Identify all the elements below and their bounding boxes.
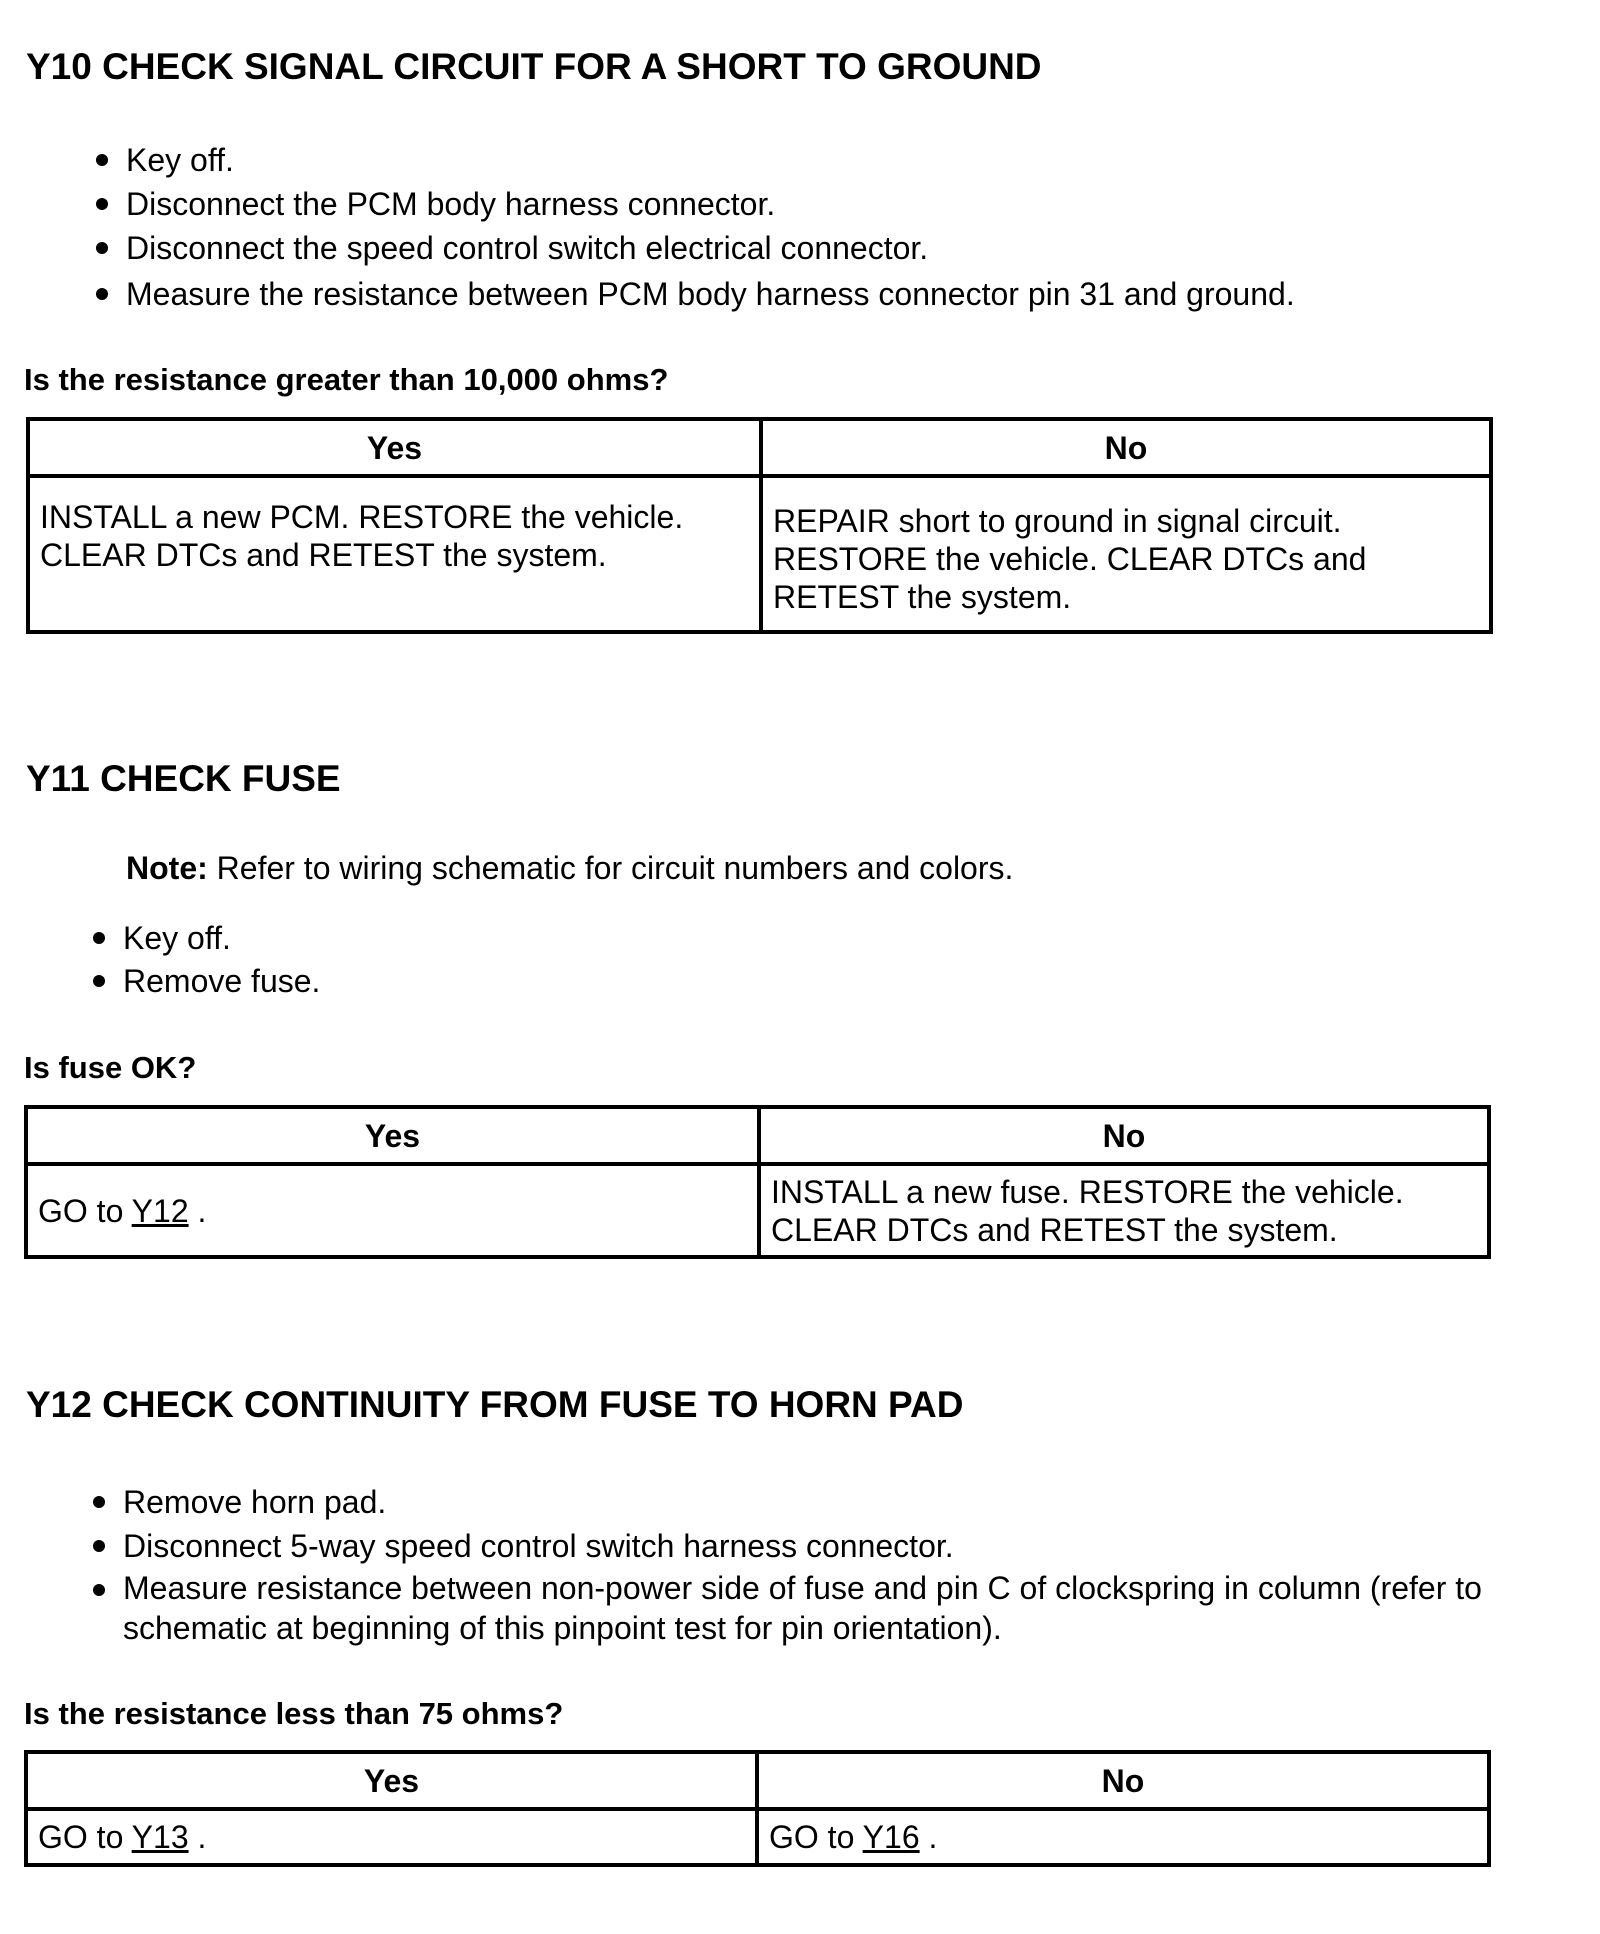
- no-header: No: [757, 1752, 1489, 1809]
- no-header: No: [759, 1107, 1489, 1164]
- section-title-y11: Y11 CHECK FUSE: [26, 758, 341, 799]
- step-text: Key off.: [123, 920, 231, 956]
- yes-header: Yes: [26, 1107, 759, 1164]
- no-text: RETEST the system.: [773, 579, 1072, 615]
- no-text: RESTORE the vehicle. CLEAR DTCs and: [773, 541, 1367, 577]
- no-text: CLEAR DTCs and RETEST the system.: [771, 1211, 1338, 1248]
- question: Is the resistance less than 75 ohms?: [24, 1696, 564, 1731]
- note-text: Refer to wiring schematic for circuit numbers and colors.: [207, 850, 1014, 886]
- result-table: [24, 1105, 1491, 1259]
- no-text: .: [919, 1819, 938, 1855]
- step-text: Disconnect the PCM body harness connector.: [126, 186, 776, 222]
- yes-cell: [26, 1809, 757, 1865]
- note: [126, 850, 1013, 887]
- section-title-y10: Y10 CHECK SIGNAL CIRCUIT FOR A SHORT TO GROUND: [26, 46, 1042, 87]
- yes-header: Yes: [28, 419, 761, 476]
- question: Is the resistance greater than 10,000 ohms?: [24, 362, 669, 397]
- yes-text: CLEAR DTCs and RETEST the system.: [40, 537, 607, 573]
- yes-text: GO to: [38, 1819, 132, 1855]
- note-label: Note:: [126, 850, 208, 886]
- step: [126, 272, 1295, 316]
- step-text: Key off.: [126, 142, 234, 178]
- bullet-icon: [93, 1496, 105, 1508]
- step-text: Disconnect 5-way speed control switch harness connector.: [123, 1528, 954, 1564]
- step: [123, 1568, 1482, 1648]
- step-text: Remove fuse.: [123, 963, 321, 999]
- bullet-icon: [96, 154, 108, 166]
- bullet-icon: [96, 198, 108, 210]
- no-cell: [761, 476, 1491, 632]
- step: [123, 959, 320, 1003]
- yes-cell: [28, 476, 761, 632]
- no-cell: [757, 1809, 1489, 1865]
- yes-text: GO to: [38, 1192, 132, 1229]
- no-cell: [759, 1164, 1489, 1257]
- bullet-icon: [96, 288, 108, 300]
- no-text: GO to: [769, 1819, 863, 1855]
- bullet-icon: [96, 242, 108, 254]
- result-table: [26, 417, 1493, 634]
- bullet-icon: [93, 1584, 105, 1596]
- goto-y12-link[interactable]: Y12: [131, 1192, 189, 1229]
- yes-text: INSTALL a new PCM. RESTORE the vehicle.: [40, 499, 684, 535]
- step: [123, 916, 231, 960]
- step: [123, 1524, 954, 1568]
- bullet-icon: [93, 932, 105, 944]
- yes-cell: [26, 1164, 759, 1257]
- bullet-icon: [93, 975, 105, 987]
- step-text: Remove horn pad.: [123, 1484, 387, 1520]
- no-text: REPAIR short to ground in signal circuit.: [773, 503, 1342, 539]
- section-title-y12: Y12 CHECK CONTINUITY FROM FUSE TO HORN PAD: [26, 1384, 964, 1425]
- step: [126, 226, 928, 270]
- result-table: [24, 1750, 1491, 1867]
- goto-y13-link[interactable]: Y13: [131, 1819, 189, 1855]
- question: Is fuse OK?: [24, 1050, 197, 1085]
- yes-header: Yes: [26, 1752, 757, 1809]
- step-text: schematic at beginning of this pinpoint test for pin orientation).: [123, 1610, 1002, 1646]
- bullet-icon: [93, 1540, 105, 1552]
- step: [126, 138, 234, 182]
- step-text: Measure the resistance between PCM body harness connector pin 31 and ground.: [126, 276, 1295, 312]
- yes-text: .: [188, 1819, 207, 1855]
- yes-text: .: [188, 1192, 207, 1229]
- step: [126, 182, 775, 226]
- no-text: INSTALL a new fuse. RESTORE the vehicle.: [771, 1173, 1404, 1210]
- step-text: Measure resistance between non-power side of fuse and pin C of clockspring in column (refer to: [123, 1570, 1482, 1606]
- step: [123, 1480, 386, 1524]
- goto-y16-link[interactable]: Y16: [862, 1819, 920, 1855]
- step-text: Disconnect the speed control switch electrical connector.: [126, 230, 929, 266]
- no-header: No: [761, 419, 1491, 476]
